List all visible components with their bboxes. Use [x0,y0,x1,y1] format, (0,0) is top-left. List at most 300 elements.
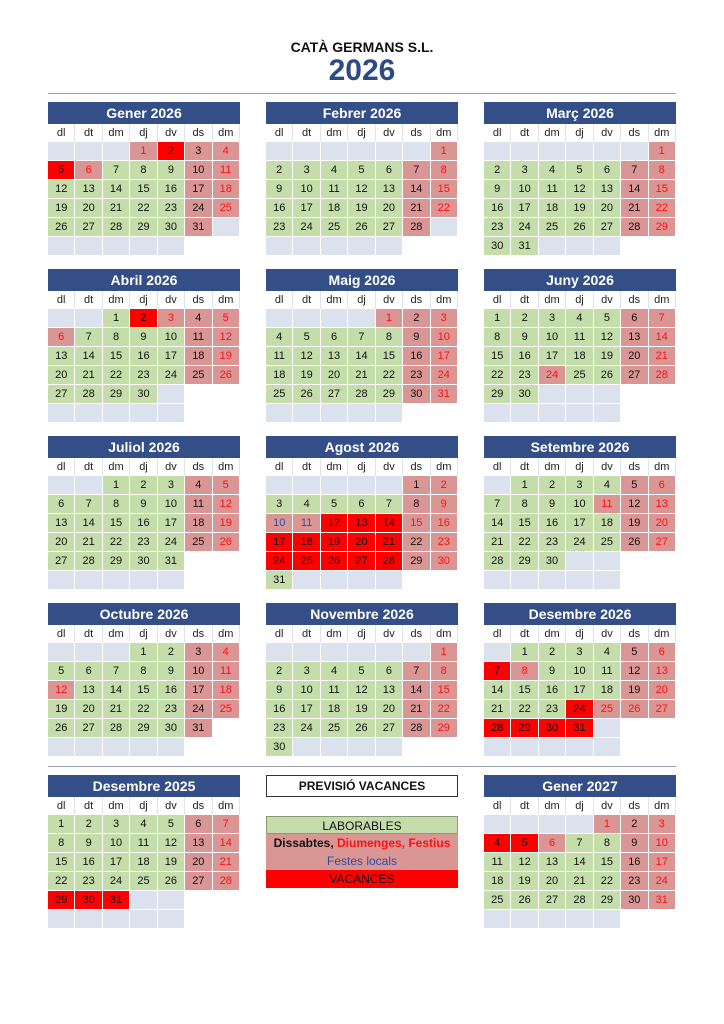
day-cell: 24 [185,199,212,218]
day-cell: 11 [185,495,212,514]
empty-cell [321,404,348,423]
day-cell: 10 [511,180,538,199]
week-row [484,872,676,891]
weekday-header: dl [266,625,293,643]
day-cell: 18 [213,681,240,700]
weekday-header: dt [75,625,102,643]
empty-cell [213,237,240,256]
week-row [48,719,240,738]
week-row [484,834,676,853]
day-cell: 14 [103,681,130,700]
day-cell: 19 [213,347,240,366]
empty-cell [621,719,648,738]
day-cell: 19 [594,347,621,366]
day-cell: 26 [213,533,240,552]
day-cell: 19 [348,700,375,719]
day-cell: 23 [158,700,185,719]
day-cell: 26 [158,872,185,891]
day-cell: 1 [511,643,538,662]
day-cell: 14 [484,681,511,700]
day-cell: 16 [266,199,293,218]
weekday-header: ds [185,124,212,142]
empty-cell [594,719,621,738]
page-year: 2026 [328,54,396,87]
day-cell: 28 [213,872,240,891]
weekday-header: dt [75,458,102,476]
week-row [484,347,676,366]
week-row [48,891,240,910]
weekday-header: dl [484,625,511,643]
week-row [48,161,240,180]
day-cell: 31 [103,891,130,910]
empty-cell [321,309,348,328]
day-cell: 4 [594,643,621,662]
day-cell: 12 [48,180,75,199]
week-row [484,404,676,423]
empty-cell [75,571,102,590]
day-cell: 21 [621,199,648,218]
weekday-header: dv [158,458,185,476]
day-cell: 1 [403,476,430,495]
day-cell: 17 [103,853,130,872]
day-cell: 3 [539,309,566,328]
day-cell: 5 [566,161,593,180]
day-cell: 18 [321,199,348,218]
day-cell: 28 [403,218,430,237]
day-cell: 19 [621,514,648,533]
day-cell: 19 [158,853,185,872]
calendar-setembre-2026 [484,436,676,590]
week-row [48,309,240,328]
weekday-header: dl [484,291,511,309]
empty-cell [566,385,593,404]
week-row [484,218,676,237]
week-row [484,366,676,385]
day-cell: 1 [511,476,538,495]
day-cell: 17 [293,199,320,218]
day-cell: 9 [158,662,185,681]
day-cell: 26 [213,366,240,385]
day-cell: 13 [48,514,75,533]
weekday-header: dt [511,291,538,309]
week-row [484,180,676,199]
day-cell: 25 [213,199,240,218]
day-cell: 3 [566,476,593,495]
week-row [266,681,458,700]
day-cell: 27 [649,700,676,719]
legend-diumenges-festius: Diumenges, Festius [337,836,451,850]
weekday-header-row [48,291,240,309]
day-cell: 30 [266,738,293,757]
empty-cell [130,910,157,929]
weekday-header: dj [348,625,375,643]
day-cell: 18 [321,700,348,719]
empty-cell [376,404,403,423]
empty-cell [103,643,130,662]
day-cell: 14 [75,347,102,366]
day-cell: 27 [539,891,566,910]
weekday-header: ds [621,124,648,142]
day-cell: 6 [594,161,621,180]
day-cell: 29 [511,552,538,571]
week-row [484,309,676,328]
legend-dissabtes: Dissabtes, [273,836,337,850]
day-cell: 13 [594,180,621,199]
weekday-header: dl [48,291,75,309]
empty-cell [48,571,75,590]
day-cell: 24 [566,533,593,552]
empty-cell [75,910,102,929]
weekday-header: dt [511,458,538,476]
day-cell: 14 [348,347,375,366]
empty-cell [403,571,430,590]
day-cell: 11 [594,495,621,514]
day-cell: 9 [75,834,102,853]
day-cell: 30 [511,385,538,404]
day-cell: 26 [293,385,320,404]
empty-cell [649,237,676,256]
day-cell: 21 [403,199,430,218]
empty-cell [539,815,566,834]
day-cell: 15 [649,180,676,199]
day-cell: 8 [103,328,130,347]
day-cell: 16 [130,514,157,533]
day-cell: 10 [539,328,566,347]
day-cell: 29 [431,719,458,738]
weekday-header: dv [594,625,621,643]
day-cell: 27 [48,385,75,404]
empty-cell [185,385,212,404]
day-cell: 11 [539,180,566,199]
day-cell: 17 [293,700,320,719]
day-cell: 18 [566,347,593,366]
day-cell: 3 [649,815,676,834]
day-cell: 1 [130,142,157,161]
week-row [484,643,676,662]
weekday-header: ds [621,291,648,309]
day-cell: 15 [511,681,538,700]
weekday-header-row [48,124,240,142]
week-row [266,404,458,423]
day-cell: 19 [48,700,75,719]
empty-cell [158,571,185,590]
weekday-header: dv [376,625,403,643]
day-cell: 21 [213,853,240,872]
day-cell: 6 [621,309,648,328]
week-row [484,910,676,929]
day-cell: 18 [266,366,293,385]
empty-cell [649,385,676,404]
empty-cell [376,571,403,590]
week-row [48,495,240,514]
weekday-header: dm [213,797,240,815]
day-cell: 17 [431,347,458,366]
day-cell: 28 [621,218,648,237]
empty-cell [75,237,102,256]
day-cell: 21 [566,872,593,891]
week-row [266,719,458,738]
calendar-desembre-2026 [484,603,676,757]
week-row [48,199,240,218]
day-cell: 16 [621,853,648,872]
day-cell: 1 [431,142,458,161]
weekday-header: dj [566,797,593,815]
day-cell: 24 [566,700,593,719]
week-row [266,218,458,237]
day-cell: 10 [103,834,130,853]
day-cell: 16 [158,681,185,700]
day-cell: 12 [511,853,538,872]
empty-cell [321,643,348,662]
empty-cell [321,476,348,495]
weekday-header: dm [103,124,130,142]
day-cell: 5 [621,476,648,495]
day-cell: 13 [376,180,403,199]
day-cell: 3 [566,643,593,662]
day-cell: 7 [403,161,430,180]
empty-cell [511,571,538,590]
day-cell: 13 [539,853,566,872]
calendar-marc-2026 [484,102,676,256]
day-cell: 12 [213,495,240,514]
day-cell: 11 [213,161,240,180]
day-cell: 11 [566,328,593,347]
day-cell: 31 [266,571,293,590]
day-cell: 4 [266,328,293,347]
day-cell: 7 [403,662,430,681]
calendar-novembre-2026 [266,603,458,757]
weekday-header: dm [321,291,348,309]
empty-cell [75,738,102,757]
week-row [484,853,676,872]
day-cell: 6 [48,328,75,347]
empty-cell [649,552,676,571]
day-cell: 28 [376,552,403,571]
day-cell: 11 [130,834,157,853]
day-cell: 26 [566,218,593,237]
empty-cell [158,237,185,256]
empty-cell [293,142,320,161]
weekday-header: dv [158,291,185,309]
empty-cell [621,142,648,161]
calendar-abril-2026 [48,269,240,423]
empty-cell [621,404,648,423]
day-cell: 20 [376,199,403,218]
day-cell: 21 [649,347,676,366]
empty-cell [403,237,430,256]
day-cell: 11 [484,853,511,872]
day-cell: 20 [649,514,676,533]
day-cell: 1 [594,815,621,834]
day-cell: 3 [185,643,212,662]
weekday-header: ds [403,291,430,309]
day-cell: 8 [431,161,458,180]
week-row [48,571,240,590]
day-cell: 23 [403,366,430,385]
week-row [48,533,240,552]
day-cell: 10 [158,495,185,514]
day-cell: 8 [431,662,458,681]
empty-cell [158,385,185,404]
day-cell: 19 [48,199,75,218]
empty-cell [594,237,621,256]
day-cell: 16 [130,347,157,366]
empty-cell [213,385,240,404]
weekday-header: ds [403,625,430,643]
day-cell: 11 [293,514,320,533]
month-title: Abril 2026 [48,269,240,291]
day-cell: 25 [321,218,348,237]
empty-cell [511,815,538,834]
empty-cell [103,404,130,423]
weekday-header-row [484,625,676,643]
day-cell: 8 [594,834,621,853]
day-cell: 9 [431,495,458,514]
weekday-header-row [484,797,676,815]
day-cell: 4 [293,495,320,514]
day-cell: 20 [75,199,102,218]
day-cell: 18 [185,514,212,533]
day-cell: 21 [376,533,403,552]
day-cell: 6 [321,328,348,347]
week-row [48,738,240,757]
week-row [48,681,240,700]
empty-cell [649,910,676,929]
empty-cell [649,571,676,590]
weekday-header: dt [293,458,320,476]
day-cell: 24 [511,218,538,237]
day-cell: 4 [484,834,511,853]
day-cell: 29 [103,552,130,571]
week-row [48,385,240,404]
week-row [484,385,676,404]
empty-cell [511,142,538,161]
day-cell: 31 [431,385,458,404]
day-cell: 10 [566,662,593,681]
empty-cell [649,719,676,738]
day-cell: 7 [213,815,240,834]
empty-cell [403,643,430,662]
month-title: Desembre 2026 [484,603,676,625]
day-cell: 9 [130,495,157,514]
day-cell: 24 [103,872,130,891]
empty-cell [213,910,240,929]
day-cell: 4 [213,643,240,662]
week-row [266,476,458,495]
empty-cell [484,910,511,929]
empty-cell [213,571,240,590]
weekday-header: dt [511,625,538,643]
empty-cell [539,738,566,757]
empty-cell [293,476,320,495]
weekday-header: dv [158,124,185,142]
month-title: Juny 2026 [484,269,676,291]
week-row [48,237,240,256]
day-cell: 14 [403,681,430,700]
empty-cell [48,643,75,662]
empty-cell [594,142,621,161]
day-cell: 26 [621,700,648,719]
weekday-header: dm [431,291,458,309]
day-cell: 31 [649,891,676,910]
day-cell: 12 [321,514,348,533]
empty-cell [431,571,458,590]
empty-cell [213,891,240,910]
day-cell: 4 [321,662,348,681]
empty-cell [213,552,240,571]
weekday-header: dj [130,625,157,643]
day-cell: 20 [185,853,212,872]
day-cell: 8 [649,161,676,180]
day-cell: 24 [185,700,212,719]
empty-cell [621,237,648,256]
day-cell: 27 [48,552,75,571]
week-row [266,571,458,590]
day-cell: 22 [511,533,538,552]
day-cell: 22 [103,533,130,552]
empty-cell [484,142,511,161]
empty-cell [266,142,293,161]
day-cell: 10 [293,681,320,700]
day-cell: 7 [484,662,511,681]
day-cell: 20 [621,347,648,366]
empty-cell [376,643,403,662]
empty-cell [539,237,566,256]
day-cell: 4 [130,815,157,834]
weekday-header-row [48,458,240,476]
day-cell: 27 [376,218,403,237]
day-cell: 2 [621,815,648,834]
weekday-header: dt [75,797,102,815]
day-cell: 5 [348,161,375,180]
weekday-header: dj [566,625,593,643]
day-cell: 23 [539,700,566,719]
day-cell: 11 [185,328,212,347]
day-cell: 28 [75,385,102,404]
empty-cell [103,237,130,256]
day-cell: 7 [376,495,403,514]
empty-cell [348,142,375,161]
day-cell: 10 [185,161,212,180]
week-row [266,385,458,404]
weekday-header: dv [594,458,621,476]
day-cell: 31 [511,237,538,256]
day-cell: 6 [185,815,212,834]
day-cell: 22 [649,199,676,218]
day-cell: 17 [511,199,538,218]
day-cell: 12 [293,347,320,366]
weekday-header: dv [376,124,403,142]
day-cell: 23 [266,218,293,237]
week-row [484,514,676,533]
day-cell: 18 [484,872,511,891]
empty-cell [621,552,648,571]
calendar-octubre-2026 [48,603,240,757]
weekday-header: dt [293,625,320,643]
day-cell: 28 [649,366,676,385]
weekday-header: dm [649,625,676,643]
day-cell: 6 [48,495,75,514]
day-cell: 16 [539,681,566,700]
day-cell: 2 [403,309,430,328]
day-cell: 15 [484,347,511,366]
day-cell: 24 [431,366,458,385]
day-cell: 19 [293,366,320,385]
weekday-header: dj [130,458,157,476]
day-cell: 26 [348,218,375,237]
weekday-header: dj [130,797,157,815]
day-cell: 18 [213,180,240,199]
